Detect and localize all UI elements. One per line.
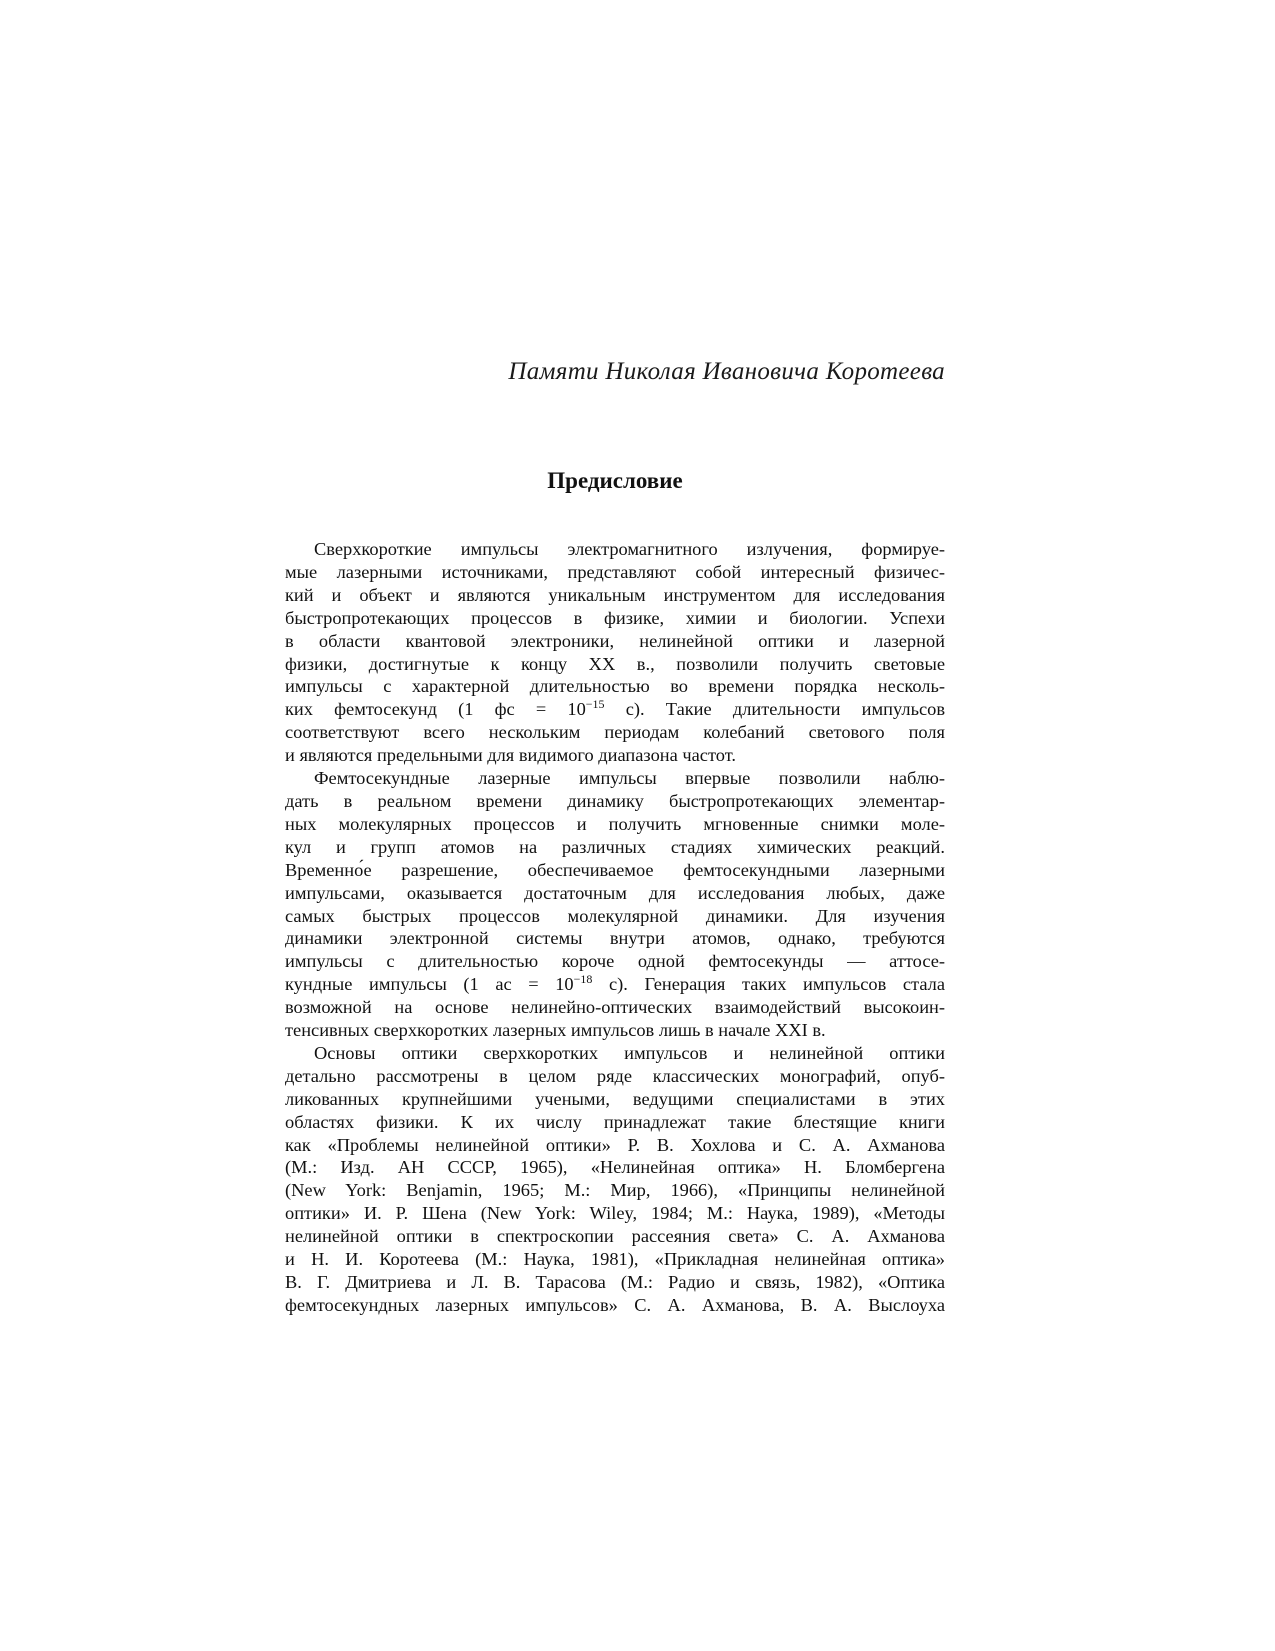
paragraph (285, 767, 945, 1042)
paragraph (285, 538, 945, 767)
text-line: Временно́е разрешение, обеспечиваемое фемтосекундными лазерными (285, 859, 945, 880)
text-line: кул и групп атомов на различных стадиях химических реакций. (285, 836, 945, 857)
body-text (285, 538, 945, 1317)
text-line: возможной на основе нелинейно-оптических взаимодействий высокоин- (285, 997, 945, 1018)
text-line: (New York: Benjamin, 1965; М.: Мир, 1966), «Принципы нелинейной (285, 1180, 945, 1201)
text-line: ликованных крупнейшими учеными, ведущими специалистами в этих (285, 1088, 945, 1109)
text-line: импульсами, оказывается достаточным для исследования любых, даже (285, 882, 945, 903)
dedication: Памяти Николая Ивановича Коротеева (508, 358, 945, 385)
text-line: В. Г. Дмитриева и Л. В. Тарасова (М.: Радио и связь, 1982), «Оптика (285, 1272, 945, 1292)
exponent: −15 (585, 697, 605, 712)
section-heading: Предисловие (547, 468, 683, 493)
text-line: кий и объект и являются уникальным инструментом для исследования (285, 584, 945, 605)
text-line: физики, достигнутые к концу XX в., позволили получить световые (285, 653, 945, 674)
text-line: и являются предельными для видимого диапазона частот. (285, 745, 736, 766)
text-line: кундные импульсы (1 ас = $10^{-18}$ с). Генерация таких импульсов стала (285, 972, 945, 995)
text-line: ных молекулярных процессов и получить мгновенные снимки моле- (285, 813, 945, 834)
text-line: оптики» И. Р. Шена (New York: Wiley, 1984; М.: Наука, 1989), «Методы (285, 1203, 945, 1224)
text-line: (М.: Изд. АН СССР, 1965), «Нелинейная оптика» Н. Бломбергена (285, 1157, 945, 1178)
text-line: динамики электронной системы внутри атомов, однако, требуются (285, 928, 945, 949)
text-line: как «Проблемы нелинейной оптики» Р. В. Хохлова и С. А. Ахманова (285, 1134, 945, 1155)
text-line: детально рассмотрены в целом ряде классических монографий, опуб- (285, 1065, 945, 1086)
text-line: в области квантовой электроники, нелинейной оптики и лазерной (285, 630, 945, 651)
text-line: соответствуют всего нескольким периодам колебаний светового поля (285, 722, 945, 743)
text-line: быстропротекающих процессов в физике, химии и биологии. Успехи (285, 607, 945, 628)
text-line: Фемтосекундные лазерные импульсы впервые позволили наблю- (314, 768, 945, 789)
text-line: самых быстрых процессов молекулярной динамики. Для изучения (285, 905, 945, 926)
text-line: нелинейной оптики в спектроскопии рассеяния света» С. А. Ахманова (285, 1226, 945, 1247)
exponent: −18 (573, 972, 593, 987)
text-line: тенсивных сверхкоротких лазерных импульсов лишь в начале XXI в. (285, 1020, 826, 1041)
text-line: областях физики. К их числу принадлежат такие блестящие книги (285, 1111, 945, 1132)
text-line: Основы оптики сверхкоротких импульсов и нелинейной оптики (314, 1042, 945, 1063)
paragraph (285, 1042, 945, 1317)
text-line: и Н. И. Коротеева (М.: Наука, 1981), «Прикладная нелинейная оптика» (285, 1249, 945, 1270)
text-line: ких фемтосекунд (1 фс = $10^{-15}$ с). Такие длительности импульсов (285, 697, 945, 720)
text-line: Сверхкороткие импульсы электромагнитного излучения, формируе- (314, 539, 945, 559)
text-line: импульсы с характерной длительностью во времени порядка несколь- (285, 676, 945, 697)
text-line: фемтосекундных лазерных импульсов» С. А. Ахманова, В. А. Выслоуха (285, 1294, 945, 1315)
text-line: импульсы с длительностью короче одной фемтосекунды — аттосе- (285, 951, 945, 972)
text-line: дать в реальном времени динамику быстропротекающих элементар- (285, 790, 945, 811)
text-line: мые лазерными источниками, представляют собой интересный физичес- (285, 561, 945, 582)
